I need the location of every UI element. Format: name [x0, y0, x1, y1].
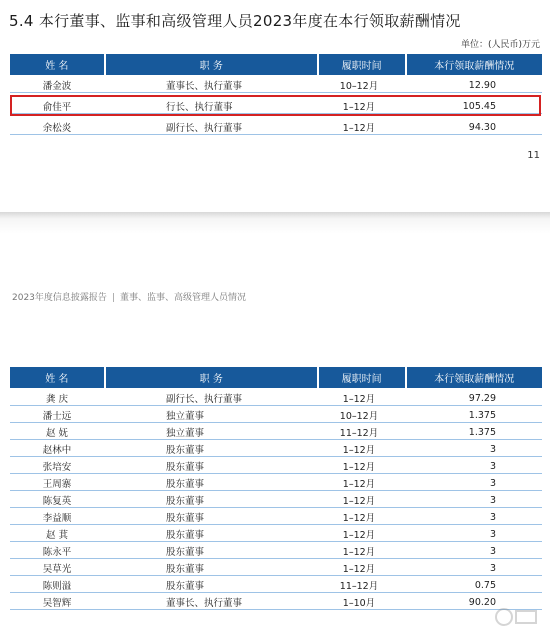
- col-header-position: 职 务: [106, 54, 317, 75]
- table-header: [10, 54, 542, 75]
- cell-position: 股东董事: [166, 496, 205, 507]
- cell-tenure: 1–12月: [342, 462, 376, 473]
- cell-position: 股东董事: [166, 581, 205, 592]
- table-row: [10, 120, 542, 135]
- cell-name: 俞佳平: [42, 102, 72, 113]
- cell-name: 陈永平: [42, 547, 72, 558]
- cell-position: 副行长、执行董事: [166, 394, 243, 405]
- cell-position: 股东董事: [166, 530, 205, 541]
- cell-tenure: 1–12月: [342, 547, 376, 558]
- cell-name: 赵林中: [42, 445, 72, 456]
- table-row: [10, 476, 542, 491]
- cell-position: 独立董事: [166, 428, 205, 439]
- cell-name: 潘士远: [42, 411, 72, 422]
- cell-position: 行长、执行董事: [166, 102, 233, 113]
- cell-tenure: 1–12月: [342, 496, 376, 507]
- col-header-position: 职 务: [106, 367, 317, 388]
- watermark-logo-icon: [494, 605, 540, 629]
- cell-tenure: 11–12月: [339, 581, 379, 592]
- col-header-tenure: 履职时间: [319, 54, 405, 75]
- cell-pay: 94.30: [468, 121, 496, 133]
- table-row: [10, 391, 542, 406]
- cell-tenure: 1–12月: [342, 394, 376, 405]
- table-row: [10, 544, 542, 559]
- cell-tenure: 10–12月: [339, 411, 379, 422]
- cell-tenure: 11–12月: [339, 428, 379, 439]
- cell-position: 股东董事: [166, 513, 205, 524]
- cell-pay: 1.375: [468, 409, 496, 421]
- cell-name: 龚 庆: [45, 394, 69, 405]
- cell-pay: 3: [489, 443, 496, 455]
- cell-position: 股东董事: [166, 479, 205, 490]
- cell-tenure: 1–12月: [342, 513, 376, 524]
- cell-pay: 3: [489, 460, 496, 472]
- salary-table-bottom: [10, 367, 542, 610]
- report-header-right: 董事、监事、高级管理人员情况: [119, 293, 246, 303]
- cell-tenure: 10–12月: [339, 81, 379, 92]
- cell-position: 副行长、执行董事: [166, 123, 243, 134]
- table-row: [10, 442, 542, 457]
- cell-name: 潘金波: [42, 81, 72, 92]
- table-row: [10, 425, 542, 440]
- report-header: [12, 290, 246, 303]
- cell-name: 余松炎: [42, 123, 72, 134]
- table-header: [10, 367, 542, 388]
- cell-position: 股东董事: [166, 462, 205, 473]
- cell-pay: 3: [489, 545, 496, 557]
- cell-position: 股东董事: [166, 547, 205, 558]
- cell-position: 独立董事: [166, 411, 205, 422]
- cell-tenure: 1–12月: [342, 479, 376, 490]
- cell-name: 王周寨: [42, 479, 72, 490]
- col-header-pay: 本行领取薪酬情况: [407, 54, 542, 75]
- cell-pay: 3: [489, 494, 496, 506]
- cell-position: 董事长、执行董事: [166, 598, 243, 609]
- cell-pay: 3: [489, 562, 496, 574]
- cell-name: 陈复英: [42, 496, 72, 507]
- table-row: [10, 561, 542, 576]
- page-top: [0, 0, 550, 212]
- cell-tenure: 1–12月: [342, 123, 376, 134]
- cell-name: 张培安: [42, 462, 72, 473]
- cell-pay: 1.375: [468, 426, 496, 438]
- col-header-name: 姓 名: [10, 367, 104, 388]
- cell-name: 李益顺: [42, 513, 72, 524]
- table-row: [10, 595, 542, 610]
- table-row: [10, 459, 542, 474]
- table-row: [10, 578, 542, 593]
- cell-pay: 97.29: [468, 392, 496, 404]
- cell-position: 股东董事: [166, 445, 205, 456]
- unit-note: 单位：(人民币)万元: [460, 40, 540, 50]
- cell-tenure: 1–12月: [342, 102, 376, 113]
- page-gap: [0, 212, 550, 234]
- cell-tenure: 1–12月: [342, 530, 376, 541]
- cell-tenure: 1–12月: [342, 564, 376, 575]
- table-row: [10, 510, 542, 525]
- cell-tenure: 1–12月: [342, 445, 376, 456]
- cell-name: 吴智辉: [42, 598, 72, 609]
- cell-pay: 105.45: [462, 100, 496, 112]
- cell-name: 赵 萁: [45, 530, 69, 541]
- cell-pay: 90.20: [468, 596, 496, 608]
- cell-pay: 0.75: [474, 579, 496, 591]
- cell-pay: 3: [489, 528, 496, 540]
- cell-name: 赵 妩: [45, 428, 69, 439]
- cell-pay: 3: [489, 511, 496, 523]
- table-body: [10, 391, 542, 610]
- cell-pay: 12.90: [468, 79, 496, 91]
- cell-position: 董事长、执行董事: [166, 81, 243, 92]
- header-separator: |: [111, 293, 115, 303]
- section-title: 5.4 本行董事、监事和高级管理人员2023年度在本行领取薪酬情况: [9, 12, 461, 30]
- cell-position: 股东董事: [166, 564, 205, 575]
- col-header-tenure: 履职时间: [319, 367, 405, 388]
- report-header-left: 2023年度信息披露报告: [12, 293, 107, 303]
- cell-name: 吴草光: [42, 564, 72, 575]
- cell-name: 陈则溢: [42, 581, 72, 592]
- table-row: [10, 527, 542, 542]
- table-row: [10, 78, 542, 93]
- col-header-pay: 本行领取薪酬情况: [407, 367, 542, 388]
- col-header-name: 姓 名: [10, 54, 104, 75]
- cell-tenure: 1–10月: [342, 598, 376, 609]
- page-number: 11: [527, 150, 540, 161]
- cell-pay: 3: [489, 477, 496, 489]
- highlight-box: [10, 95, 541, 116]
- table-row: [10, 493, 542, 508]
- table-row: [10, 408, 542, 423]
